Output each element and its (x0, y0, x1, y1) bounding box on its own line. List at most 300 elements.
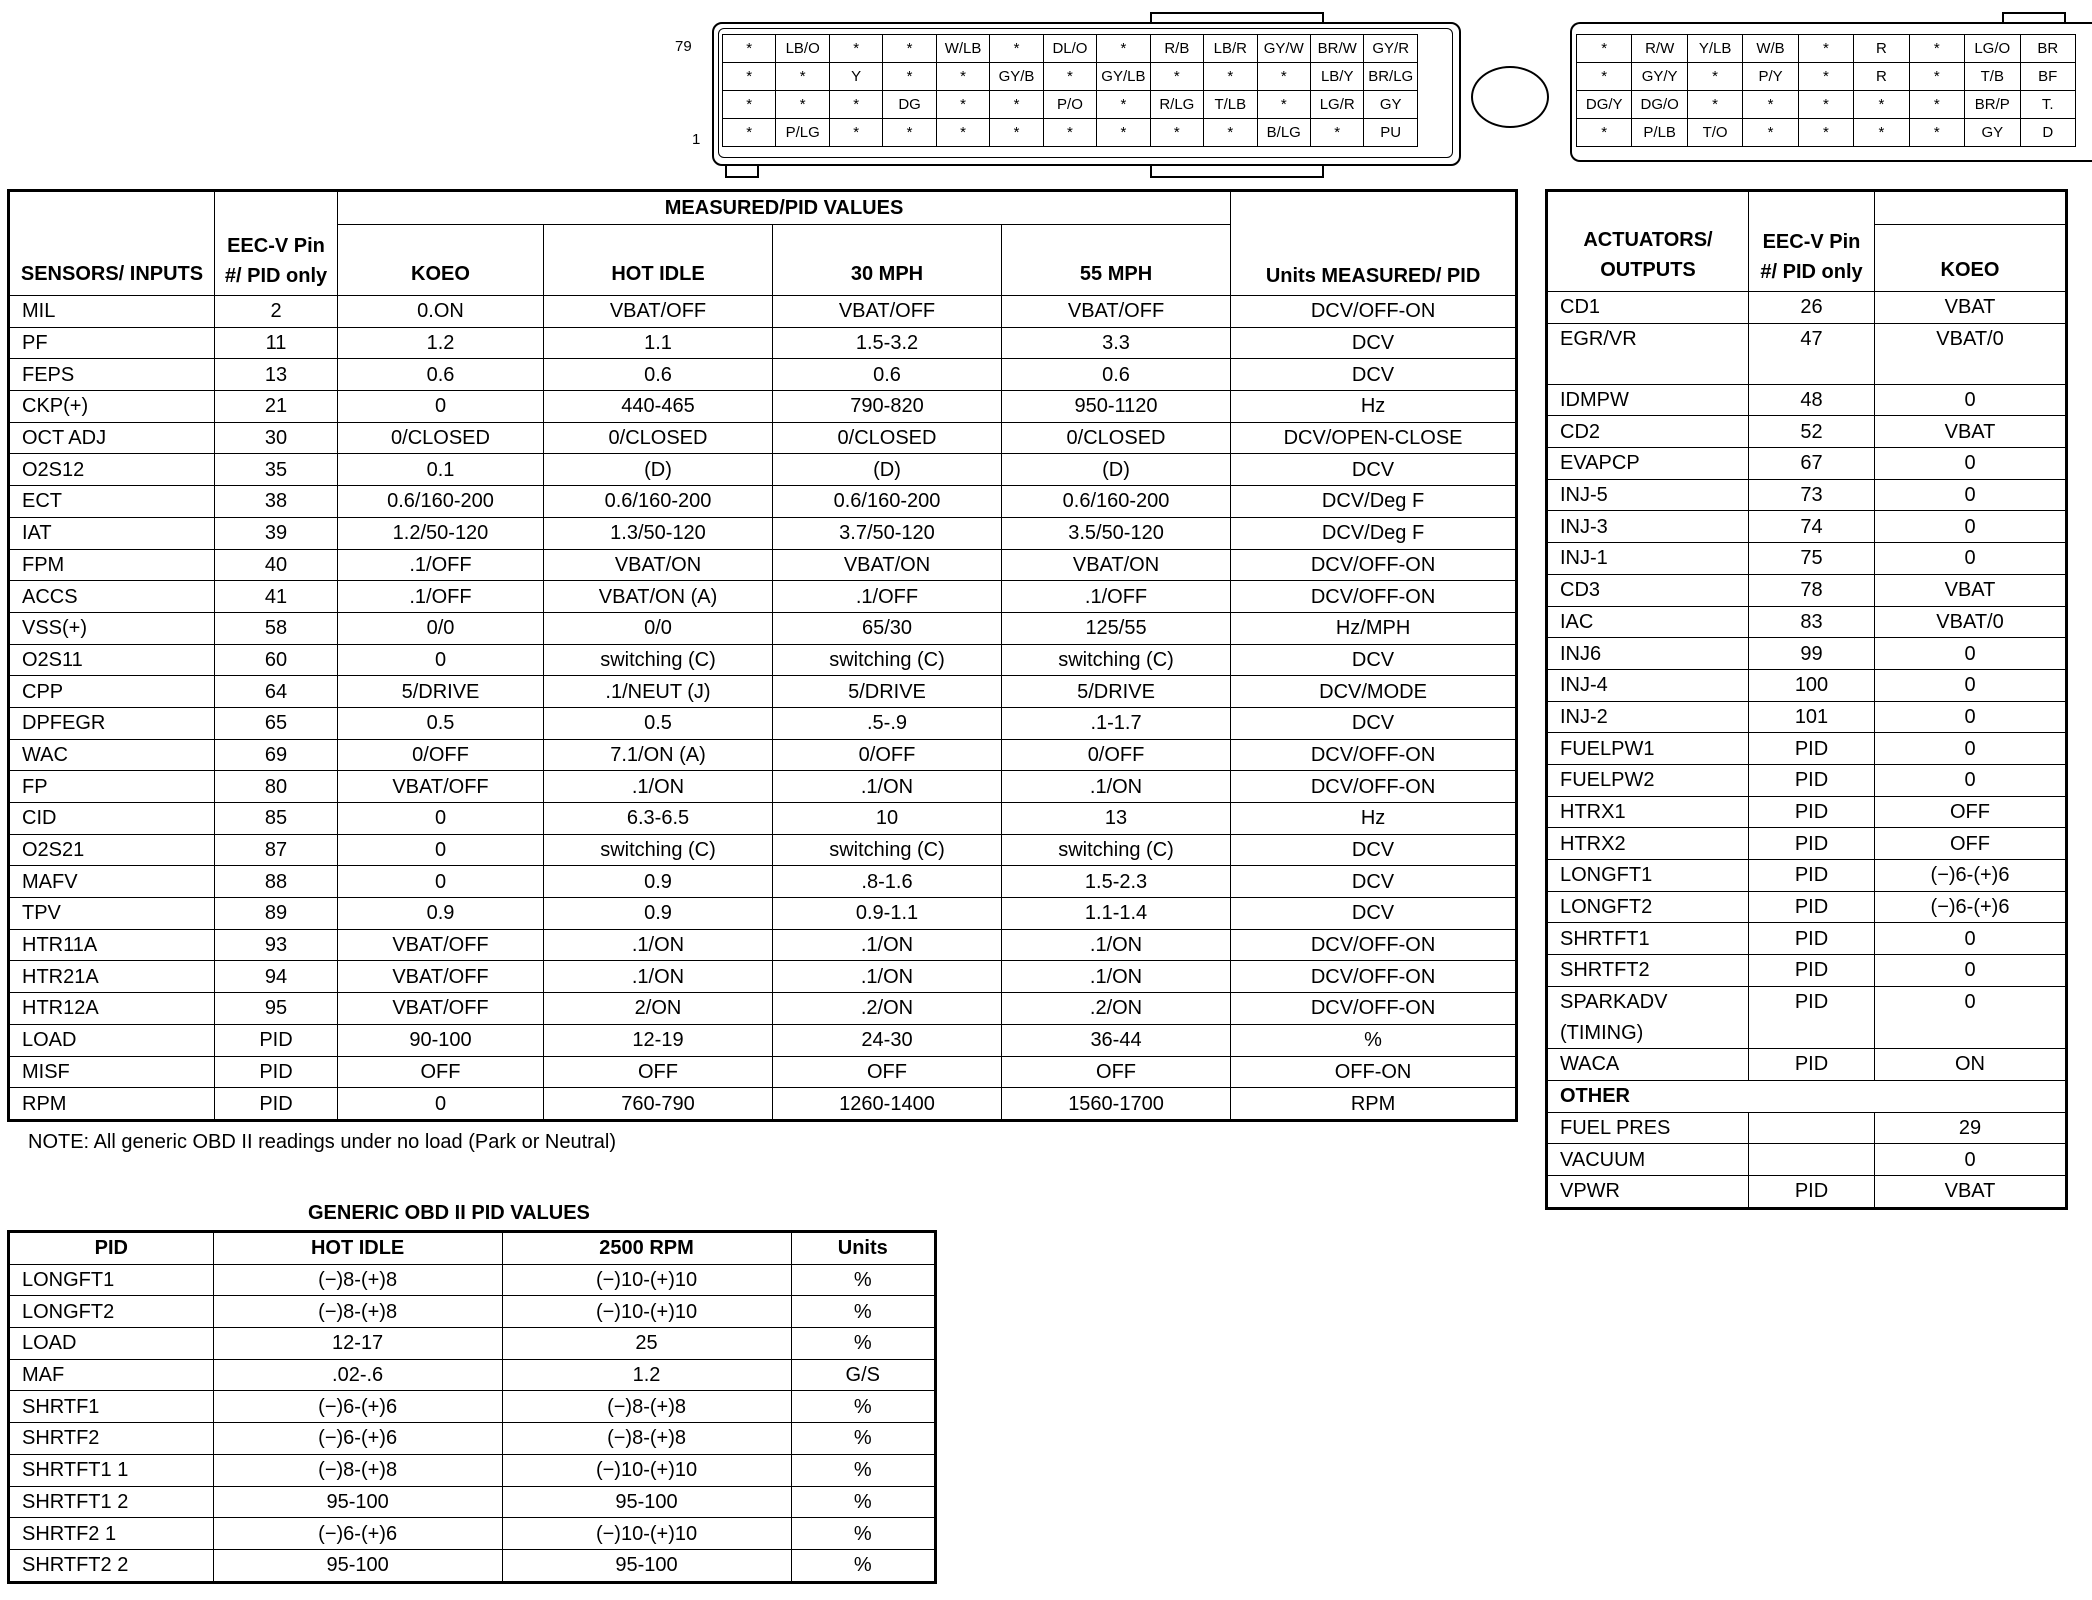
connector-pin: * (1097, 119, 1150, 147)
table-row (1547, 1017, 2067, 1048)
connector-pin: BR/LG (1364, 63, 1418, 91)
table-row (9, 929, 1517, 961)
table-cell: .1/ON (773, 771, 1002, 803)
table-row (9, 296, 1517, 328)
table-cell: 1.1 (544, 327, 773, 359)
table-cell: 3.3 (1002, 327, 1231, 359)
connector-pin: P/O (1043, 91, 1096, 119)
table-cell: .1-1.7 (1002, 707, 1231, 739)
table-cell: 0 (338, 391, 544, 423)
table-cell: .2/ON (1002, 993, 1231, 1025)
table-cell: .02-.6 (213, 1359, 502, 1391)
table-cell: 0/OFF (338, 739, 544, 771)
col-generic-units: Units (791, 1232, 936, 1265)
table-cell: DCV/OFF-ON (1231, 993, 1517, 1025)
col-hot-idle: HOT IDLE (544, 225, 773, 296)
table-cell: 1.2/50-120 (338, 517, 544, 549)
connector-pin: * (1687, 91, 1742, 119)
table-cell: 99 (1749, 638, 1875, 670)
table-row (9, 1056, 1517, 1088)
table-cell: 0/OFF (773, 739, 1002, 771)
table-cell: PID (1749, 733, 1875, 765)
connector-pin: R/LG (1150, 91, 1203, 119)
table-cell: VBAT/OFF (338, 993, 544, 1025)
actuator-name: CD1 (1547, 292, 1749, 324)
note-text: NOTE: All generic OBD II readings under no load (Park or Neutral) (28, 1131, 617, 1153)
table-cell: (−)8-(+)8 (213, 1264, 502, 1296)
table-cell: 0 (1875, 479, 2067, 511)
table-row (9, 644, 1517, 676)
table-cell: 3.7/50-120 (773, 517, 1002, 549)
table-cell: 0.9 (338, 898, 544, 930)
table-cell: VBAT/OFF (338, 771, 544, 803)
table-cell: DCV (1231, 454, 1517, 486)
table-cell: VBAT/ON (1002, 549, 1231, 581)
table-cell: 1560-1700 (1002, 1088, 1231, 1121)
connector-pin: * (1204, 63, 1257, 91)
table-cell: .1/ON (1002, 929, 1231, 961)
connector-pin: * (776, 91, 829, 119)
table-row (9, 1328, 936, 1360)
col-actuators-outputs: ACTUATORS/ OUTPUTS (1547, 191, 1749, 292)
table-cell: OFF-ON (1231, 1056, 1517, 1088)
col-group-measured: MEASURED/PID VALUES (338, 191, 1231, 225)
table-cell: 1.2 (338, 327, 544, 359)
table-row (1547, 511, 2067, 543)
table-cell: 13 (215, 359, 338, 391)
table-cell: DCV (1231, 359, 1517, 391)
table-cell: Hz/MPH (1231, 612, 1517, 644)
table-cell: .1/OFF (338, 581, 544, 613)
table-row (1547, 574, 2067, 606)
col-pid: PID (9, 1232, 214, 1265)
table-row (1547, 1049, 2067, 1081)
table-cell: 10 (773, 803, 1002, 835)
table-cell: 95-100 (213, 1549, 502, 1582)
table-cell: 0/0 (544, 612, 773, 644)
col-sensors-inputs: SENSORS/ INPUTS (9, 191, 215, 296)
sensor-name: WAC (9, 739, 215, 771)
pid-name: MAF (9, 1359, 214, 1391)
table-cell: 0 (1875, 448, 2067, 480)
table-row (1547, 986, 2067, 1017)
table-cell: 0 (1875, 733, 2067, 765)
connector-pin: P/LB (1632, 119, 1687, 147)
table-cell: PID (1749, 923, 1875, 955)
connector-pin: GY/LB (1097, 63, 1150, 91)
table-cell: 0.6/160-200 (338, 486, 544, 518)
generic-obd-table (7, 1230, 937, 1584)
table-cell: 950-1120 (1002, 391, 1231, 423)
table-cell: 0 (1875, 511, 2067, 543)
table-cell: (−)10-(+)10 (502, 1454, 791, 1486)
table-row (9, 391, 1517, 423)
table-cell: (−)10-(+)10 (502, 1264, 791, 1296)
connector-tab-bottom (1150, 166, 1324, 178)
connector-pin: PU (1364, 119, 1418, 147)
connector-pin-row (723, 91, 1418, 119)
table-cell: 95-100 (502, 1486, 791, 1518)
table-cell: 24-30 (773, 1024, 1002, 1056)
connector-pin: * (1743, 119, 1798, 147)
table-row (1547, 669, 2067, 701)
table-cell: 40 (215, 549, 338, 581)
connector-pin-row (723, 119, 1418, 147)
table-row (1547, 701, 2067, 733)
table-cell: 0 (1875, 384, 2067, 416)
table-cell: 0 (338, 803, 544, 835)
connector-pin: BR/P (1965, 91, 2020, 119)
table-cell: 64 (215, 676, 338, 708)
table-cell: PID (1749, 891, 1875, 923)
table-cell: (−)6-(+)6 (1875, 891, 2067, 923)
table-cell: 11 (215, 327, 338, 359)
table-cell: 790-820 (773, 391, 1002, 423)
table-cell: 1.1-1.4 (1002, 898, 1231, 930)
pin-label-1: 1 (692, 131, 701, 148)
connector-pin: * (1798, 35, 1853, 63)
table-cell: 95-100 (502, 1549, 791, 1582)
table-cell: PID (215, 1088, 338, 1121)
table-row (1547, 543, 2067, 575)
col-group-blank (1875, 191, 2067, 225)
table-cell: PID (1749, 764, 1875, 796)
table-cell: OFF (1875, 828, 2067, 860)
sensor-name: MISF (9, 1056, 215, 1088)
table-row (9, 898, 1517, 930)
table-cell: PID (1749, 1175, 1875, 1208)
sensor-name: CPP (9, 676, 215, 708)
connector-pin: LG/R (1310, 91, 1363, 119)
connector-pin: * (1204, 119, 1257, 147)
connector-pin: * (1577, 119, 1632, 147)
table-row (1547, 292, 2067, 324)
connector-pin: * (1150, 63, 1203, 91)
sensor-name: ECT (9, 486, 215, 518)
table-cell: .1/ON (773, 929, 1002, 961)
sensor-name: FEPS (9, 359, 215, 391)
connector-pin: * (990, 119, 1043, 147)
table-cell: 36-44 (1002, 1024, 1231, 1056)
actuator-name: WACA (1547, 1049, 1749, 1081)
pid-name: SHRTFT1 2 (9, 1486, 214, 1518)
col-55-mph: 55 MPH (1002, 225, 1231, 296)
sensor-name: O2S12 (9, 454, 215, 486)
table-row (9, 676, 1517, 708)
table-cell: .2/ON (773, 993, 1002, 1025)
col-2500-rpm: 2500 RPM (502, 1232, 791, 1265)
connector-right (1570, 22, 2059, 172)
actuator-name: INJ-3 (1547, 511, 1749, 543)
table-cell: (D) (1002, 454, 1231, 486)
table-row (9, 1549, 936, 1582)
table-cell: VBAT/OFF (544, 296, 773, 328)
col-30-mph: 30 MPH (773, 225, 1002, 296)
connector-pin-row (1577, 91, 2076, 119)
table-cell: 80 (215, 771, 338, 803)
connector-pin: * (1909, 63, 1964, 91)
table-cell: 73 (1749, 479, 1875, 511)
table-cell: OFF (1875, 796, 2067, 828)
table-cell: PID (215, 1056, 338, 1088)
connector-pin: * (1257, 63, 1310, 91)
other-section-label: OTHER (1547, 1080, 2067, 1112)
table-cell: % (791, 1328, 936, 1360)
table-cell: switching (C) (1002, 644, 1231, 676)
pid-name: SHRTF1 (9, 1391, 214, 1423)
table-cell: OFF (338, 1056, 544, 1088)
sensor-name: DPFEGR (9, 707, 215, 739)
connector-pin: * (829, 35, 882, 63)
table-cell: DCV/OFF-ON (1231, 549, 1517, 581)
table-cell: (−)10-(+)10 (502, 1296, 791, 1328)
connector-pin: W/LB (936, 35, 989, 63)
table-cell: switching (C) (544, 644, 773, 676)
actuator-name: (TIMING) (1547, 1017, 1749, 1048)
table-cell: 5/DRIVE (338, 676, 544, 708)
sensor-name: FPM (9, 549, 215, 581)
table-row (9, 549, 1517, 581)
actuator-name: HTRX2 (1547, 828, 1749, 860)
connector-left (675, 22, 1465, 172)
table-row (9, 739, 1517, 771)
table-cell: VBAT/OFF (773, 296, 1002, 328)
table-cell: 1.2 (502, 1359, 791, 1391)
table-cell: 75 (1749, 543, 1875, 575)
connector-pin: * (990, 35, 1043, 63)
actuator-name: LONGFT1 (1547, 860, 1749, 892)
table-cell: VBAT/0 (1875, 323, 2067, 384)
table-cell: DCV (1231, 327, 1517, 359)
table-row (9, 327, 1517, 359)
table-row (1547, 323, 2067, 384)
sensor-name: VSS(+) (9, 612, 215, 644)
table-cell: PID (1749, 1049, 1875, 1081)
col-actuator-pin: EEC-V Pin #/ PID only (1749, 191, 1875, 292)
connector-pin: * (1798, 91, 1853, 119)
table-cell: 60 (215, 644, 338, 676)
table-cell: 0.5 (544, 707, 773, 739)
table-row (1547, 384, 2067, 416)
table-row (1547, 955, 2067, 987)
connector-pin: * (1097, 35, 1150, 63)
sensor-name: HTR21A (9, 961, 215, 993)
table-cell: 0.9-1.1 (773, 898, 1002, 930)
table-row (1547, 923, 2067, 955)
table-cell: 12-19 (544, 1024, 773, 1056)
table-cell: VBAT (1875, 574, 2067, 606)
connector-pin: GY (1364, 91, 1418, 119)
connector-pin: LG/O (1965, 35, 2020, 63)
table-cell: 65/30 (773, 612, 1002, 644)
table-row (9, 1518, 936, 1550)
sensor-name: O2S11 (9, 644, 215, 676)
table-row (1547, 764, 2067, 796)
pin-label-79: 79 (675, 38, 692, 55)
table-cell: 0/0 (338, 612, 544, 644)
table-cell: 7.1/ON (A) (544, 739, 773, 771)
table-cell: 21 (215, 391, 338, 423)
connector-pin: * (1257, 91, 1310, 119)
table-cell: 760-790 (544, 1088, 773, 1121)
actuator-name: INJ6 (1547, 638, 1749, 670)
table-cell: 83 (1749, 606, 1875, 638)
connector-left-grid (722, 34, 1418, 147)
table-cell: 0 (1875, 669, 2067, 701)
pid-name: SHRTFT2 2 (9, 1549, 214, 1582)
table-cell: 0.9 (544, 898, 773, 930)
connector-pin: * (883, 35, 936, 63)
actuator-name: EGR/VR (1547, 323, 1749, 384)
table-cell: 1260-1400 (773, 1088, 1002, 1121)
table-cell: 29 (1875, 1112, 2067, 1144)
table-cell: % (791, 1518, 936, 1550)
table-cell: DCV (1231, 834, 1517, 866)
table-row (9, 612, 1517, 644)
table-cell: OFF (773, 1056, 1002, 1088)
table-cell: 94 (215, 961, 338, 993)
table-cell: DCV (1231, 866, 1517, 898)
actuator-name: LONGFT2 (1547, 891, 1749, 923)
table-cell: VBAT/OFF (338, 961, 544, 993)
connector-pin: * (829, 91, 882, 119)
table-cell: VBAT (1875, 416, 2067, 448)
sensor-name: CKP(+) (9, 391, 215, 423)
table-cell: % (1231, 1024, 1517, 1056)
table-cell: (−)6-(+)6 (213, 1391, 502, 1423)
table-row (9, 1088, 1517, 1121)
table-cell: DCV (1231, 644, 1517, 676)
table-cell (1875, 1017, 2067, 1048)
table-cell: 0.6 (1002, 359, 1231, 391)
connector-pin: * (723, 63, 776, 91)
table-cell: 0 (1875, 986, 2067, 1017)
col-actuator-koeo: KOEO (1875, 225, 2067, 292)
actuator-name: FUELPW2 (1547, 764, 1749, 796)
sensor-name: PF (9, 327, 215, 359)
table-cell: 5/DRIVE (1002, 676, 1231, 708)
pid-name: LONGFT1 (9, 1264, 214, 1296)
table-row (9, 866, 1517, 898)
table-cell: switching (C) (544, 834, 773, 866)
table-cell: 0 (1875, 764, 2067, 796)
connector-pin: * (1909, 35, 1964, 63)
actuator-name: SHRTFT1 (1547, 923, 1749, 955)
table-cell: 0 (1875, 543, 2067, 575)
col-generic-hot-idle: HOT IDLE (213, 1232, 502, 1265)
sensor-name: TPV (9, 898, 215, 930)
connector-pin: LB/Y (1310, 63, 1363, 91)
table-cell: .1/ON (1002, 771, 1231, 803)
table-cell: 48 (1749, 384, 1875, 416)
table-cell: .1/OFF (773, 581, 1002, 613)
actuator-name: SPARKADV (1547, 986, 1749, 1017)
table-cell: 0 (1875, 701, 2067, 733)
table-cell: 1.3/50-120 (544, 517, 773, 549)
connector-pin-row (723, 63, 1418, 91)
table-cell: % (791, 1264, 936, 1296)
connector-key-circle (1471, 66, 1549, 128)
table-cell: switching (C) (1002, 834, 1231, 866)
table-row (9, 803, 1517, 835)
table-cell: ON (1875, 1049, 2067, 1081)
sensor-name: HTR12A (9, 993, 215, 1025)
actuator-name: FUELPW1 (1547, 733, 1749, 765)
table-cell: 0 (1875, 923, 2067, 955)
table-cell: OFF (544, 1056, 773, 1088)
table-cell: 0/CLOSED (544, 422, 773, 454)
table-cell: 0 (1875, 1144, 2067, 1176)
table-cell: (−)8-(+)8 (213, 1454, 502, 1486)
table-cell: DCV (1231, 707, 1517, 739)
table-cell: PID (1749, 828, 1875, 860)
table-cell: OFF (1002, 1056, 1231, 1088)
other-name: VACUUM (1547, 1144, 1749, 1176)
connector-pin-row (1577, 63, 2076, 91)
table-row (9, 1264, 936, 1296)
table-cell: 93 (215, 929, 338, 961)
pid-name: LOAD (9, 1328, 214, 1360)
connector-pin: P/LG (776, 119, 829, 147)
connector-pin: DG/Y (1577, 91, 1632, 119)
sensor-name: O2S21 (9, 834, 215, 866)
sensor-name: CID (9, 803, 215, 835)
table-row (9, 422, 1517, 454)
table-cell: DCV/OFF-ON (1231, 581, 1517, 613)
connector-pin: * (1097, 91, 1150, 119)
table-row (9, 581, 1517, 613)
connector-pin: * (1854, 91, 1909, 119)
table-cell: 65 (215, 707, 338, 739)
connector-pin: * (723, 91, 776, 119)
connector-pin: * (1687, 63, 1742, 91)
table-cell: VBAT/OFF (1002, 296, 1231, 328)
actuator-name: HTRX1 (1547, 796, 1749, 828)
table-cell: 440-465 (544, 391, 773, 423)
pid-name: SHRTFT1 1 (9, 1454, 214, 1486)
table-cell: 0/CLOSED (773, 422, 1002, 454)
table-cell: 30 (215, 422, 338, 454)
sensor-name: HTR11A (9, 929, 215, 961)
table-cell: DCV (1231, 898, 1517, 930)
connector-pin: GY/Y (1632, 63, 1687, 91)
actuator-name: IDMPW (1547, 384, 1749, 416)
table-cell: 0.1 (338, 454, 544, 486)
table-cell: .1/OFF (338, 549, 544, 581)
table-cell: DCV/OPEN-CLOSE (1231, 422, 1517, 454)
sensor-name: LOAD (9, 1024, 215, 1056)
table-cell: 39 (215, 517, 338, 549)
table-cell: % (791, 1423, 936, 1455)
table-cell: PID (1749, 796, 1875, 828)
actuator-name: SHRTFT2 (1547, 955, 1749, 987)
table-cell: (−)8-(+)8 (502, 1391, 791, 1423)
table-cell: G/S (791, 1359, 936, 1391)
table-cell: PID (1749, 986, 1875, 1017)
table-cell: 0.ON (338, 296, 544, 328)
connector-pin: * (1743, 91, 1798, 119)
connector-pin: B/LG (1257, 119, 1310, 147)
table-cell: (−)8-(+)8 (213, 1296, 502, 1328)
pid-name: SHRTF2 (9, 1423, 214, 1455)
connector-pin: * (936, 119, 989, 147)
connector-pin: * (1798, 63, 1853, 91)
table-cell: 5/DRIVE (773, 676, 1002, 708)
table-cell (1749, 1144, 1875, 1176)
actuator-name: EVAPCP (1547, 448, 1749, 480)
connector-pin: * (1798, 119, 1853, 147)
table-cell: % (791, 1486, 936, 1518)
